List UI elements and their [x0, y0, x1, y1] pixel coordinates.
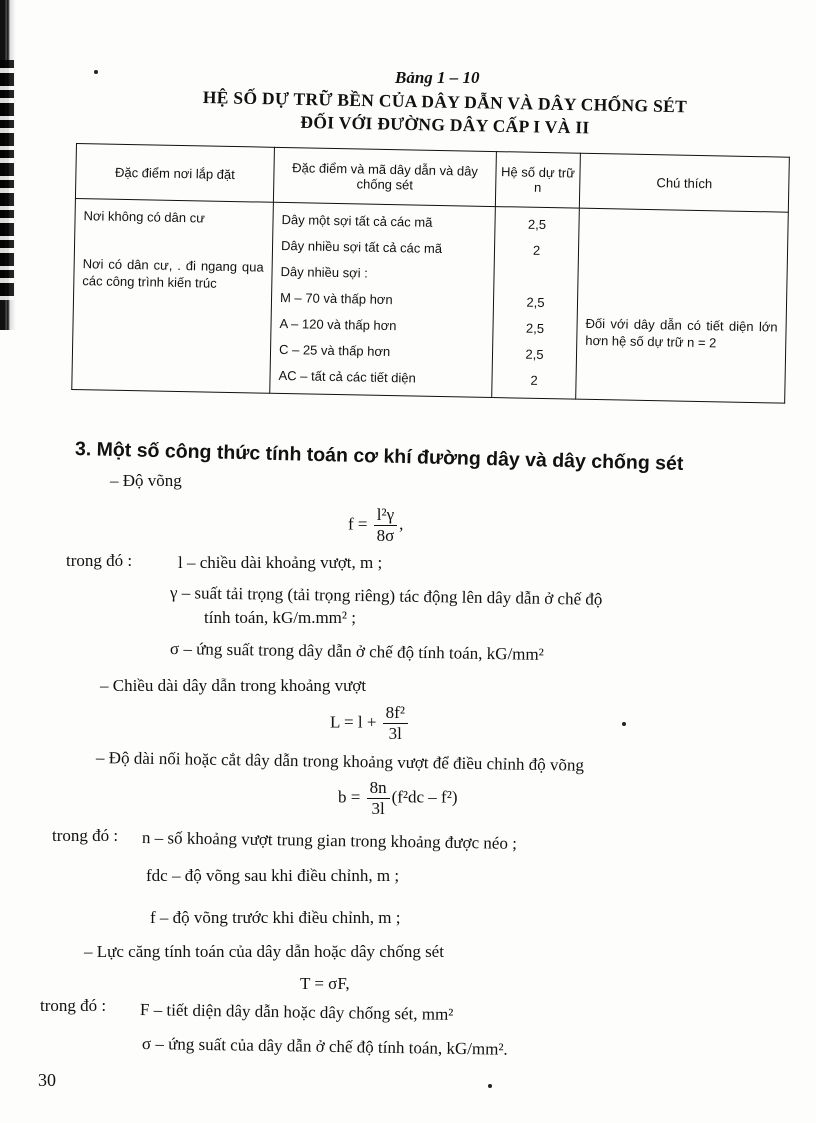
adjust-numerator: 8n — [367, 778, 390, 799]
fdc-definition: fdc – độ võng sau khi điều chỉnh, m ; — [146, 866, 400, 885]
scan-speck — [94, 70, 98, 74]
tension-where: trong đó : — [40, 996, 107, 1015]
table-title-line-2: ĐỐI VỚI ĐƯỜNG DÂY CẤP I VÀ II — [300, 111, 590, 138]
section-heading: 3. Một số công thức tính toán cơ khí đường dây và dây chống sét — [74, 438, 684, 475]
location-uninhabited: Nơi không có dân cư — [83, 208, 206, 226]
adjust-formula-tail: (f²dc – f²) — [391, 787, 458, 807]
safety-factor-table — [71, 143, 790, 404]
conductor-item: Dây nhiều sợi : — [280, 263, 368, 281]
f-definition: f – độ võng trước khi điều chỉnh, m ; — [150, 908, 401, 927]
length-numerator: 8f² — [383, 703, 408, 724]
header-factor: Hệ số dự trữ n — [495, 152, 580, 209]
factor-value: 2,5 — [527, 216, 547, 233]
conductor-cell — [270, 202, 496, 397]
adjust-denominator: 3l — [371, 799, 385, 818]
table-caption: Bảng 1 – 10 — [395, 68, 480, 87]
sag-label: – Độ võng — [110, 471, 182, 490]
header-note: Chú thích — [579, 153, 789, 212]
factor-value: 2,5 — [526, 294, 545, 311]
location-cell — [72, 198, 274, 393]
conductor-item: A – 120 và thấp hơn — [279, 315, 397, 334]
adjust-label: – Độ dài nối hoặc cắt dây dẫn trong khoảng vượt để điều chỉnh độ võng — [95, 748, 585, 775]
note-cell: Đối với dây dẫn có tiết diện lớn hơn hệ số dự trữ n = 2 — [576, 208, 789, 403]
adjust-formula — [338, 778, 457, 819]
factor-value: 2 — [530, 372, 538, 388]
length-definition: l – chiều dài khoảng vượt, m ; — [178, 553, 383, 572]
table-row — [72, 198, 789, 403]
length-label: – Chiều dài dây dẫn trong khoảng vượt — [100, 676, 367, 695]
scan-speck — [488, 1084, 492, 1088]
factor-value: 2,5 — [525, 320, 545, 337]
page-number: 30 — [38, 1070, 56, 1090]
tension-sigma-definition: σ – ứng suất của dây dẫn ở chế độ tính toán, kG/mm². — [141, 1034, 508, 1059]
conductor-item: C – 25 và thấp hơn — [278, 341, 391, 360]
factor-value: 2,5 — [525, 346, 544, 363]
factor-value: 2 — [532, 242, 541, 258]
gamma-definition-1: γ – suất tải trọng (tải trọng riêng) tác động lên dây dẫn ở chế độ — [169, 583, 603, 609]
gamma-definition-2: tính toán, kG/m.mm² ; — [204, 608, 356, 627]
area-definition: F – tiết diện dây dẫn hoặc dây chống sét, mm² — [139, 1000, 454, 1024]
sag-numerator: l²γ — [374, 505, 397, 526]
factor-value — [502, 263, 569, 290]
length-denominator: 3l — [388, 724, 402, 743]
adjust-formula-lhs: b = — [338, 787, 361, 807]
scan-speck — [622, 722, 626, 726]
table-title-line-1: HỆ SỐ DỰ TRỮ BỀN CỦA DÂY DẪN VÀ DÂY CHỐNG SÉT — [202, 87, 688, 117]
sag-fraction — [374, 505, 397, 546]
sigma-definition: σ – ứng suất trong dây dẫn ở chế độ tính toán, kG/mm² — [169, 639, 544, 664]
conductor-item: AC – tất cả các tiết diện — [278, 367, 416, 386]
factor-cell — [492, 207, 580, 400]
sag-denominator: 8σ — [376, 526, 395, 545]
length-formula-lhs: L = l + — [330, 712, 377, 732]
n-definition: n – số khoảng vượt trung gian trong khoảng được néo ; — [141, 828, 518, 853]
sag-formula-tail: , — [399, 514, 404, 534]
conductor-item: M – 70 và thấp hơn — [279, 289, 393, 308]
adjust-where: trong đó : — [52, 826, 119, 845]
length-fraction — [383, 703, 408, 744]
sag-formula — [348, 505, 403, 546]
tension-label: – Lực căng tính toán của dây dẫn hoặc dây chống sét — [84, 942, 444, 961]
tension-formula: T = σF, — [300, 974, 350, 993]
sag-where: trong đó : — [66, 551, 133, 570]
sag-formula-lhs: f = — [348, 514, 368, 534]
header-location: Đặc điểm nơi lắp đặt — [75, 144, 274, 203]
header-conductor: Đặc điểm và mã dây dẫn và dây chống sét — [273, 147, 496, 206]
length-formula — [330, 703, 410, 744]
conductor-item: Dây một sợi tất cả các mã — [281, 211, 433, 230]
conductor-item: Dây nhiều sợi tất cả các mã — [280, 237, 443, 257]
location-inhabited: Nơi có dân cư, . đi ngang qua các công trình kiến trúc — [82, 256, 264, 291]
adjust-fraction — [367, 778, 390, 819]
